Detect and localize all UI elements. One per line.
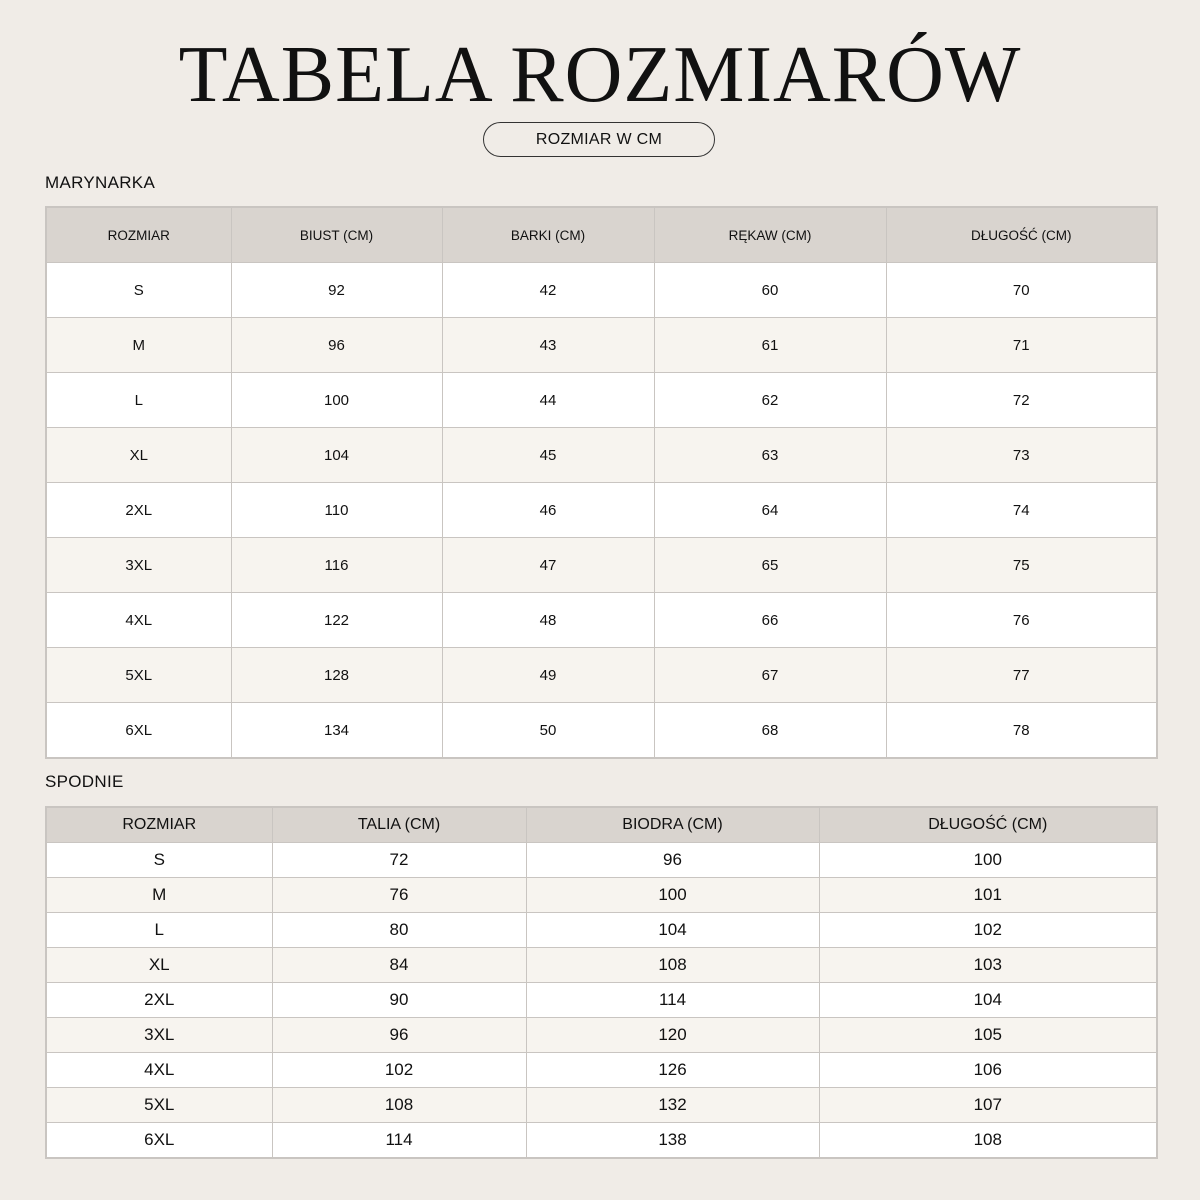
measurement-cell: 101: [819, 878, 1157, 913]
measurement-cell: 75: [886, 538, 1157, 593]
measurement-cell: 80: [272, 913, 526, 948]
jacket-section-label: MARYNARKA: [45, 173, 156, 192]
measurement-cell: 96: [526, 843, 819, 878]
measurement-cell: 76: [886, 593, 1157, 648]
measurement-cell: 61: [654, 318, 886, 373]
measurement-cell: 90: [272, 983, 526, 1018]
measurement-cell: 64: [654, 483, 886, 538]
table-row: [46, 1088, 1157, 1123]
measurement-cell: 72: [886, 373, 1157, 428]
measurement-cell: 116: [231, 538, 442, 593]
table-row: [46, 428, 1157, 483]
table-row: [46, 948, 1157, 983]
jacket-size-table: [45, 206, 1158, 759]
measurement-cell: 122: [231, 593, 442, 648]
trousers-size-table: [45, 806, 1158, 1159]
page-title: TABELA ROZMIARÓW: [178, 31, 1022, 119]
table-row: [46, 593, 1157, 648]
table-row: [46, 1018, 1157, 1053]
measurement-cell: 92: [231, 263, 442, 318]
size-cell: S: [46, 263, 231, 318]
size-cell: XL: [46, 948, 272, 983]
table-row: [46, 648, 1157, 703]
measurement-cell: 68: [654, 703, 886, 759]
table-row: [46, 1053, 1157, 1088]
measurement-cell: 96: [231, 318, 442, 373]
measurement-cell: 74: [886, 483, 1157, 538]
measurement-cell: 104: [231, 428, 442, 483]
measurement-cell: 132: [526, 1088, 819, 1123]
size-cell: S: [46, 843, 272, 878]
table-row: [46, 318, 1157, 373]
measurement-cell: 104: [526, 913, 819, 948]
table-row: [46, 263, 1157, 318]
measurement-cell: 42: [442, 263, 654, 318]
size-cell: 4XL: [46, 593, 231, 648]
measurement-cell: 50: [442, 703, 654, 759]
measurement-cell: 63: [654, 428, 886, 483]
size-cell: 3XL: [46, 1018, 272, 1053]
size-cell: L: [46, 913, 272, 948]
measurement-cell: 100: [819, 843, 1157, 878]
measurement-cell: 76: [272, 878, 526, 913]
measurement-cell: 108: [272, 1088, 526, 1123]
measurement-cell: 48: [442, 593, 654, 648]
measurement-cell: 114: [272, 1123, 526, 1159]
column-header: DŁUGOŚĆ (CM): [819, 807, 1157, 843]
table-row: [46, 373, 1157, 428]
measurement-cell: 65: [654, 538, 886, 593]
measurement-cell: 120: [526, 1018, 819, 1053]
size-cell: 2XL: [46, 983, 272, 1018]
measurement-cell: 84: [272, 948, 526, 983]
measurement-cell: 114: [526, 983, 819, 1018]
size-cell: 3XL: [46, 538, 231, 593]
table-row: [46, 878, 1157, 913]
column-header: ROZMIAR: [46, 807, 272, 843]
column-header: BIUST (CM): [231, 207, 442, 263]
column-header: RĘKAW (CM): [654, 207, 886, 263]
table-row: [46, 483, 1157, 538]
measurement-cell: 108: [526, 948, 819, 983]
measurement-cell: 138: [526, 1123, 819, 1159]
measurement-cell: 106: [819, 1053, 1157, 1088]
table-header-row: [46, 207, 1157, 263]
size-cell: 6XL: [46, 703, 231, 759]
measurement-cell: 102: [819, 913, 1157, 948]
measurement-cell: 60: [654, 263, 886, 318]
measurement-cell: 110: [231, 483, 442, 538]
measurement-cell: 100: [231, 373, 442, 428]
trousers-section-label: SPODNIE: [45, 772, 124, 791]
column-header: TALIA (CM): [272, 807, 526, 843]
table-row: [46, 703, 1157, 759]
size-cell: 4XL: [46, 1053, 272, 1088]
measurement-cell: 105: [819, 1018, 1157, 1053]
table-row: [46, 538, 1157, 593]
measurement-cell: 96: [272, 1018, 526, 1053]
table-header-row: [46, 807, 1157, 843]
measurement-cell: 43: [442, 318, 654, 373]
column-header: BIODRA (CM): [526, 807, 819, 843]
measurement-cell: 107: [819, 1088, 1157, 1123]
measurement-cell: 108: [819, 1123, 1157, 1159]
table-row: [46, 1123, 1157, 1159]
measurement-cell: 49: [442, 648, 654, 703]
size-cell: XL: [46, 428, 231, 483]
measurement-cell: 134: [231, 703, 442, 759]
measurement-cell: 126: [526, 1053, 819, 1088]
size-cell: 5XL: [46, 1088, 272, 1123]
size-cell: 5XL: [46, 648, 231, 703]
measurement-cell: 104: [819, 983, 1157, 1018]
measurement-cell: 73: [886, 428, 1157, 483]
column-header: ROZMIAR: [46, 207, 231, 263]
measurement-cell: 102: [272, 1053, 526, 1088]
measurement-cell: 128: [231, 648, 442, 703]
measurement-cell: 67: [654, 648, 886, 703]
size-cell: L: [46, 373, 231, 428]
measurement-cell: 46: [442, 483, 654, 538]
measurement-cell: 78: [886, 703, 1157, 759]
unit-badge: ROZMIAR W CM: [483, 122, 715, 157]
size-cell: M: [46, 878, 272, 913]
measurement-cell: 103: [819, 948, 1157, 983]
measurement-cell: 72: [272, 843, 526, 878]
measurement-cell: 66: [654, 593, 886, 648]
size-cell: 6XL: [46, 1123, 272, 1159]
column-header: DŁUGOŚĆ (CM): [886, 207, 1157, 263]
measurement-cell: 71: [886, 318, 1157, 373]
measurement-cell: 77: [886, 648, 1157, 703]
table-row: [46, 983, 1157, 1018]
measurement-cell: 100: [526, 878, 819, 913]
table-row: [46, 913, 1157, 948]
size-cell: 2XL: [46, 483, 231, 538]
table-row: [46, 843, 1157, 878]
measurement-cell: 62: [654, 373, 886, 428]
column-header: BARKI (CM): [442, 207, 654, 263]
size-cell: M: [46, 318, 231, 373]
measurement-cell: 47: [442, 538, 654, 593]
measurement-cell: 70: [886, 263, 1157, 318]
measurement-cell: 44: [442, 373, 654, 428]
measurement-cell: 45: [442, 428, 654, 483]
